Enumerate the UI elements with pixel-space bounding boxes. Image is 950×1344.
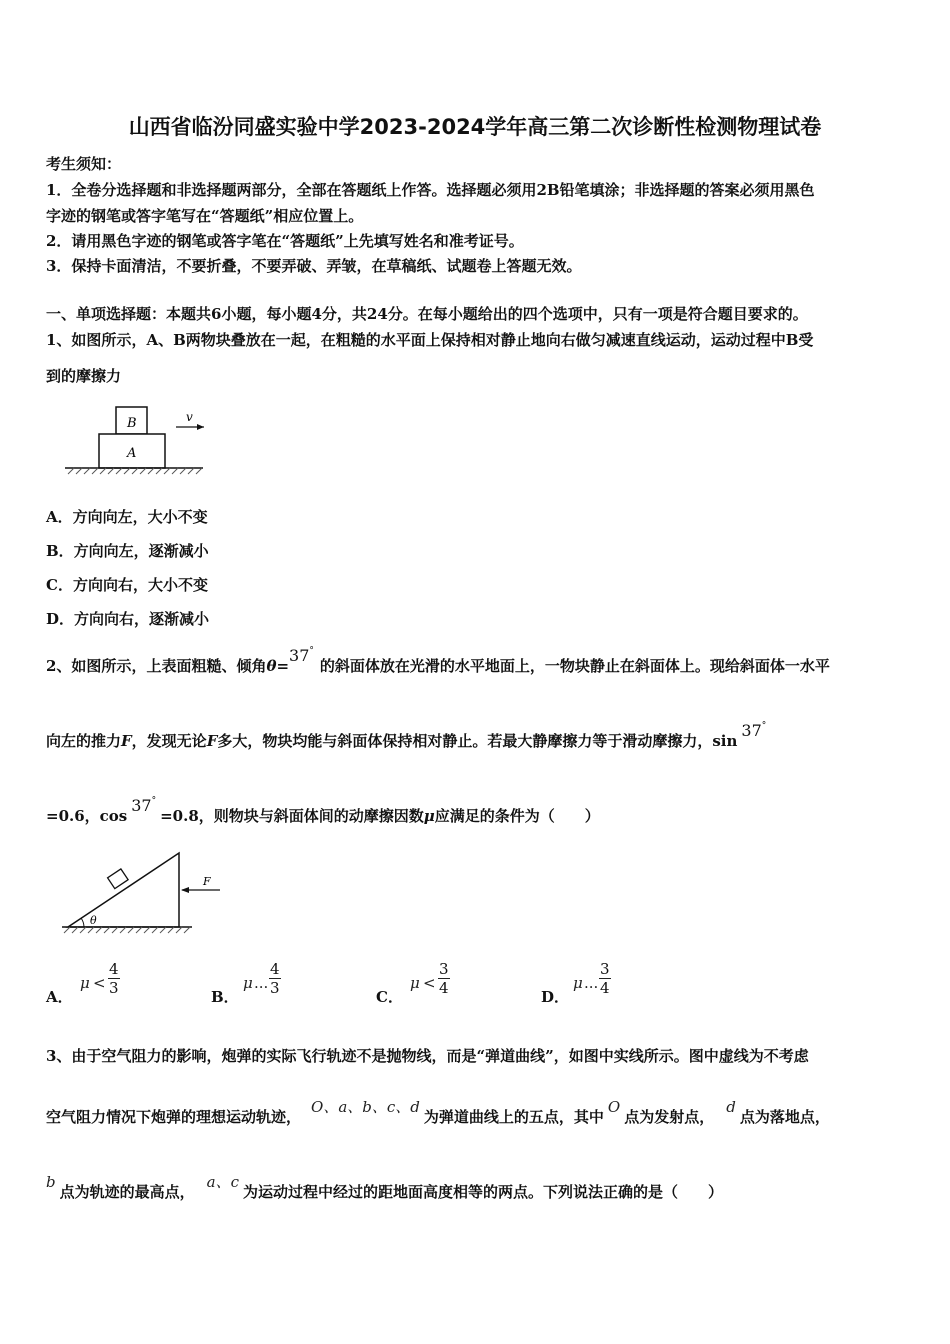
numerator: 3 (600, 960, 610, 978)
q3-stem-line1: 3、由于空气阻力的影响，炮弹的实际飞行轨迹不是抛物线，而是“弹道曲线”，如图中实线所示。图中虚线为不考虑 (46, 1047, 809, 1065)
q1-stem-cont: 到的摩擦力 (46, 367, 122, 385)
label-v: v (186, 410, 193, 424)
q2-figure (60, 848, 235, 938)
incline (68, 853, 179, 927)
option-letter: B． (211, 988, 239, 1006)
points-symbols: O、a、b、c、d (311, 1098, 420, 1116)
q3-text: 为运动过程中经过的距地面高度相等的两点。下列说法正确的是（ ） (242, 1183, 723, 1201)
q3-stem-line2 (46, 1098, 830, 1127)
q1-option-a[interactable]: A．方向向左，大小不变 (46, 508, 208, 526)
label-f: F (203, 875, 211, 888)
angle-value: 37 (131, 796, 152, 815)
q2-text: ，发现无论 (131, 732, 207, 750)
small-block (108, 869, 129, 889)
mu-symbol: μ (243, 974, 253, 992)
label-b: B (127, 416, 137, 431)
q2-stem-line2 (46, 721, 767, 751)
degree-symbol: ° (761, 721, 767, 731)
q1-option-c[interactable]: C．方向向右，大小不变 (46, 576, 208, 594)
relation-symbol: ... (584, 974, 599, 992)
denominator: 4 (439, 979, 449, 997)
mu-symbol: μ (80, 974, 90, 992)
q2-text: =0.6，cos (46, 807, 128, 825)
relation-symbol: < (423, 974, 436, 992)
notice-item: 1．全卷分选择题和非选择题两部分，全部在答题纸上作答。选择题必须用2B铅笔填涂；非选择题的答案必须用黑色 (46, 181, 815, 199)
page-title: 山西省临汾同盛实验中学2023-2024学年高三第二次诊断性检测物理试卷 (128, 115, 822, 139)
label-theta: θ (90, 914, 97, 927)
option-letter: D． (541, 988, 570, 1006)
mu-symbol: μ (423, 807, 435, 825)
numerator: 4 (109, 960, 119, 978)
mu-symbol: μ (410, 974, 420, 992)
q1-figure (60, 402, 210, 482)
q3-text: 点为发射点， (624, 1108, 715, 1126)
q2-text: 2、如图所示，上表面粗糙、倾角 (46, 657, 267, 675)
q3-text: 为弹道曲线上的五点，其中 (423, 1108, 604, 1126)
section-heading: 一、单项选择题：本题共6小题，每小题4分，共24分。在每小题给出的四个选项中，只有一项是符合题目要求的。 (46, 305, 808, 323)
notice-item: 字迹的钢笔或答字笔写在“答题纸”相应位置上。 (46, 207, 364, 225)
q2-stem-line3 (46, 796, 600, 826)
points-a-c: a、c (206, 1173, 239, 1191)
degree-symbol: ° (151, 796, 157, 806)
q2-text: 应满足的条件为（ ） (434, 807, 600, 825)
fraction (108, 960, 120, 997)
denominator: 4 (600, 979, 610, 997)
q2-text: =0.8，则物块与斜面体间的动摩擦因数 (160, 807, 424, 825)
point-o: O (607, 1098, 621, 1116)
q2-text: 的斜面体放在光滑的水平地面上，一物块静止在斜面体上。现给斜面体一水平 (319, 657, 830, 675)
numerator: 4 (270, 960, 280, 978)
point-b: b (46, 1173, 56, 1191)
option-letter: C． (376, 988, 403, 1006)
notice-heading: 考生须知： (46, 155, 122, 173)
q3-text: 点为落地点， (739, 1108, 830, 1126)
denominator: 3 (270, 979, 280, 997)
mu-symbol: μ (573, 974, 583, 992)
point-d: d (726, 1098, 736, 1116)
q2-text: 向左的推力 (46, 732, 122, 750)
force-symbol: F (121, 732, 132, 750)
q3-stem-line3 (46, 1173, 723, 1202)
angle-value: 37 (741, 721, 762, 740)
relation-symbol: ... (254, 974, 269, 992)
theta-symbol: θ= (266, 657, 290, 675)
numerator: 3 (439, 960, 449, 978)
label-a: A (127, 446, 137, 461)
force-symbol: F (206, 732, 218, 750)
q1-option-d[interactable]: D．方向向右，逐渐减小 (46, 610, 210, 628)
q3-text: 空气阻力情况下炮弹的理想运动轨迹， (46, 1108, 302, 1126)
q2-stem-line1 (46, 646, 830, 676)
q2-text: 多大，物块均能与斜面体保持相对静止。若最大静摩擦力等于滑动摩擦力，sin (217, 732, 738, 750)
notice-item: 2．请用黑色字迹的钢笔或答字笔在“答题纸”上先填写姓名和准考证号。 (46, 232, 524, 250)
fraction (269, 960, 281, 997)
option-letter: A． (46, 988, 73, 1006)
degree-symbol: ° (309, 646, 314, 656)
denominator: 3 (109, 979, 119, 997)
q3-text: 点为轨迹的最高点， (59, 1183, 195, 1201)
notice-item: 3．保持卡面清洁，不要折叠，不要弄破、弄皱，在草稿纸、试题卷上答题无效。 (46, 257, 582, 275)
angle-value: 37 (289, 646, 310, 665)
fraction (599, 960, 611, 997)
q1-option-b[interactable]: B．方向向左，逐渐减小 (46, 542, 209, 560)
fraction (438, 960, 450, 997)
relation-symbol: < (93, 974, 106, 992)
q1-stem: 1、如图所示，A、B两物块叠放在一起，在粗糙的水平面上保持相对静止地向右做匀减速直线运动，运动过程中B受 (46, 331, 814, 349)
